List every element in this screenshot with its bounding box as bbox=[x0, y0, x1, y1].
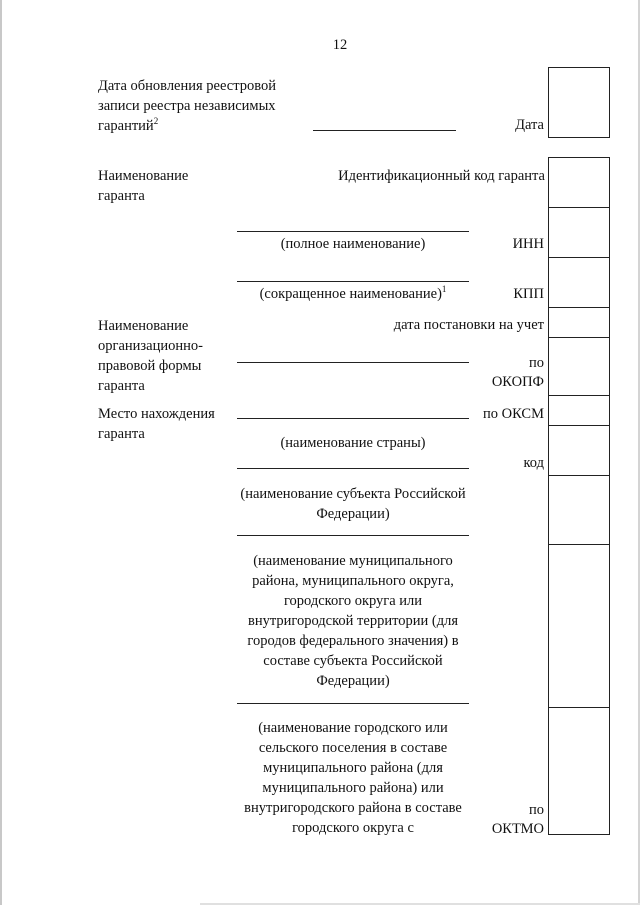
okopf-box[interactable] bbox=[548, 337, 610, 396]
kpp-box[interactable] bbox=[548, 257, 610, 308]
settlement-caption: (наименование городского или сельского поселения в составе муниципального района (для муниципального района) или внутригородского района в составе городского округа с bbox=[244, 720, 462, 836]
id-code-box[interactable] bbox=[548, 157, 610, 208]
kpp-label: КПП bbox=[513, 286, 544, 302]
date-field-label: Дата bbox=[515, 117, 544, 133]
municipal-caption: (наименование муниципального района, муниципального округа, городского округа или внутригородской территории (для городов федерального значения) в составе субъекта Российской Федерации) bbox=[247, 553, 459, 689]
guarantor-name-label: Наименование гаранта bbox=[98, 168, 189, 204]
subject-line bbox=[237, 468, 469, 469]
okopf-label-line1: по bbox=[528, 355, 544, 371]
oktmo-label-line2: ОКТМО bbox=[491, 821, 544, 837]
subject-code-box[interactable] bbox=[548, 475, 610, 545]
date-input-box[interactable] bbox=[548, 67, 610, 138]
id-code-header: Идентификационный код гаранта bbox=[338, 168, 545, 184]
code-label: код bbox=[523, 455, 544, 471]
update-date-label-text: Дата обновления реестровой записи реестра независимых гарантий bbox=[98, 78, 276, 134]
short-name-caption-text: (сокращенное наименование) bbox=[259, 286, 442, 302]
inn-label: ИНН bbox=[512, 236, 544, 252]
legal-form-label: Наименование организационно-правовой формы гаранта bbox=[98, 318, 203, 394]
municipal-code-box[interactable] bbox=[548, 544, 610, 708]
oktmo-label-line1: по bbox=[528, 802, 544, 818]
registration-date-box[interactable] bbox=[548, 307, 610, 338]
update-date-footnote: 2 bbox=[153, 116, 159, 126]
short-name-footnote: 1 bbox=[441, 284, 447, 294]
legal-form-line bbox=[237, 362, 469, 363]
subject-caption: (наименование субъекта Российской Федерации) bbox=[240, 486, 466, 522]
country-code-box[interactable] bbox=[548, 425, 610, 476]
full-name-line bbox=[237, 231, 469, 232]
oksm-label: по ОКСМ bbox=[483, 406, 544, 422]
oktmo-box[interactable] bbox=[548, 707, 610, 835]
update-date-line bbox=[313, 130, 456, 131]
municipal-line bbox=[237, 535, 469, 536]
okopf-label-line2: ОКОПФ bbox=[491, 374, 544, 390]
registration-date-label: дата постановки на учет bbox=[393, 317, 544, 333]
country-caption: (наименование страны) bbox=[280, 435, 426, 451]
oksm-box[interactable] bbox=[548, 395, 610, 426]
scan-edge-left bbox=[0, 0, 2, 905]
update-date-label bbox=[98, 76, 298, 136]
full-name-caption: (полное наименование) bbox=[280, 236, 426, 252]
location-label: Место нахождения гаранта bbox=[98, 406, 215, 442]
inn-box[interactable] bbox=[548, 207, 610, 258]
settlement-line bbox=[237, 703, 469, 704]
short-name-line bbox=[237, 281, 469, 282]
country-line bbox=[237, 418, 469, 419]
short-name-caption bbox=[237, 284, 469, 304]
page-number: 12 bbox=[332, 37, 348, 53]
